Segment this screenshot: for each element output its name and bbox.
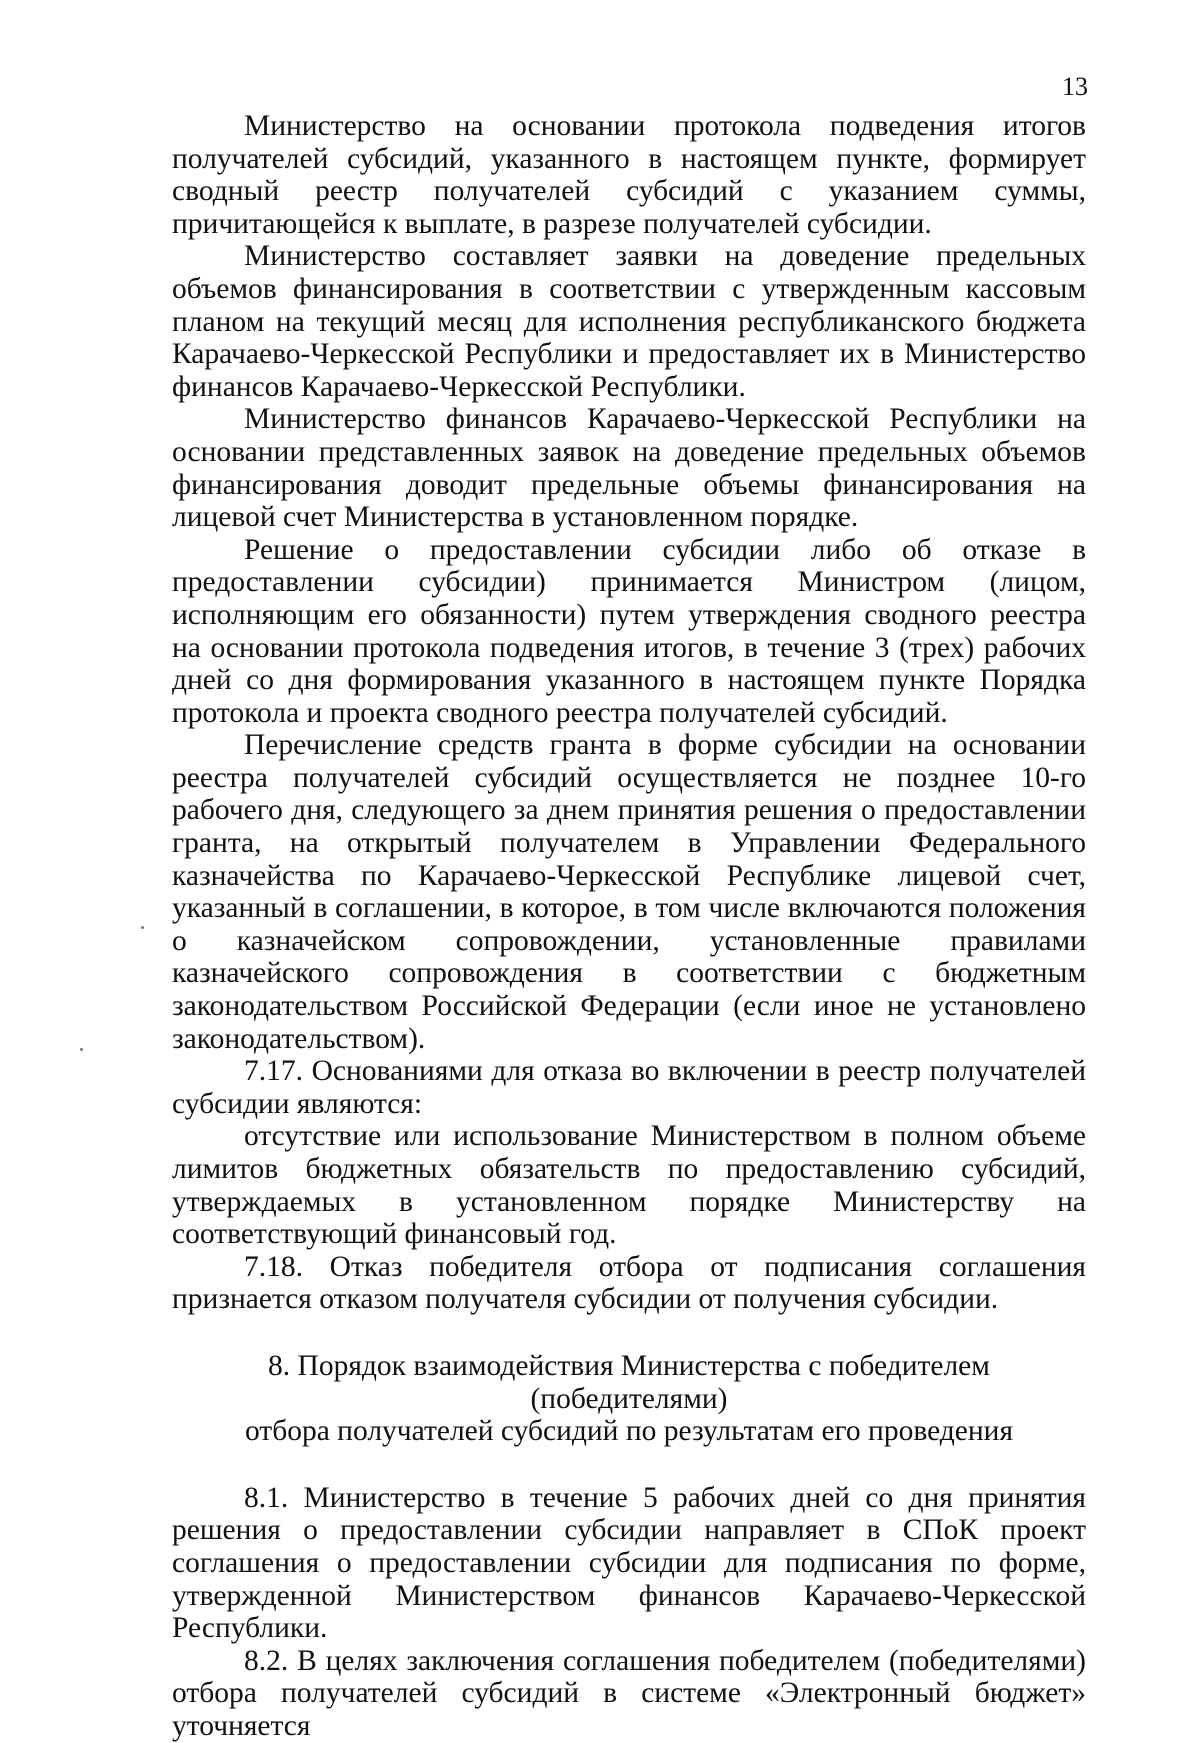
paragraph-7-18: 7.18. Отказ победителя отбора от подписания соглашения признается отказом получателя субсидии от получения субсидии.	[172, 1250, 1086, 1316]
scan-speck	[141, 926, 144, 929]
page-number: 13	[1062, 72, 1088, 101]
paragraph-transfer-of-funds: Перечисление средств гранта в форме субсидии на основании реестра получателей субсидий осуществляется не позднее 10-го рабочего дня, следующего за днем принятия решения о предоставлении гранта, на открытый получателем в Управлении Федерального казначейства по Карачаево-Черкесской Республике лицевой счет, указанный в соглашении, в которое, в том числе включаются положения о казначейском сопровождении, установленные правилами казначейского сопровождения в соответствии с бюджетным законодательством Российской Федерации (если иное не установлено законодательством).	[172, 729, 1086, 1055]
paragraph-7-17: 7.17. Основаниями для отказа во включении в реестр получателей субсидии являются:	[172, 1055, 1086, 1120]
paragraph-refusal-grounds: отсутствие или использование Министерством в полном объеме лимитов бюджетных обязательств по предоставлению субсидий, утверждаемых в установленном порядке Министерству на соответствующий финансовый год.	[172, 1120, 1086, 1251]
section-heading-line-2: отбора получателей субсидий по результатам его проведения	[244, 1415, 1014, 1448]
paragraph-funding-requests: Министерство составляет заявки на доведение предельных объемов финансирования в соответствии с утвержденным кассовым планом на текущий месяц для исполнения республиканского бюджета Карачаево-Черкесской Республики и предоставляет их в Министерство финансов Карачаево-Черкесской Республики.	[172, 240, 1086, 403]
section-heading-line-1: 8. Порядок взаимодействия Министерства с победителем (победителями)	[268, 1349, 990, 1415]
paragraph-decision: Решение о предоставлении субсидии либо об отказе в предоставлении субсидии) принимается Министром (лицом, исполняющим его обязанности) путем утверждения сводного реестра на основании протокола подведения итогов, в течение 3 (трех) рабочих дней со дня формирования указанного в настоящем пункте Порядка протокола и проекта сводного реестра получателей субсидий.	[172, 533, 1086, 729]
section-heading-8	[172, 1350, 1086, 1448]
document-body	[172, 110, 1086, 1743]
scan-speck	[80, 1048, 83, 1051]
paragraph-8-2: 8.2. В целях заключения соглашения победителем (победителями) отбора получателей субсидий в системе «Электронный бюджет» уточняется	[172, 1644, 1086, 1742]
paragraph-8-1: 8.1. Министерство в течение 5 рабочих дней со дня принятия решения о предоставлении субсидии направляет в СПоК проект соглашения о предоставлении субсидии для подписания по форме, утвержденной Министерством финансов Карачаево-Черкесской Республики.	[172, 1481, 1086, 1645]
paragraph-ministry-of-finance: Министерство финансов Карачаево-Черкесской Республики на основании представленных заявок на доведение предельных объемов финансирования доводит предельные объемы финансирования на лицевой счет Министерства в установленном порядке.	[172, 403, 1086, 534]
paragraph-registry-formation: Министерство на основании протокола подведения итогов получателей субсидий, указанного в настоящем пункте, формирует сводный реестр получателей субсидий с указанием суммы, причитающейся к выплате, в разрезе получателей субсидии.	[172, 110, 1086, 240]
